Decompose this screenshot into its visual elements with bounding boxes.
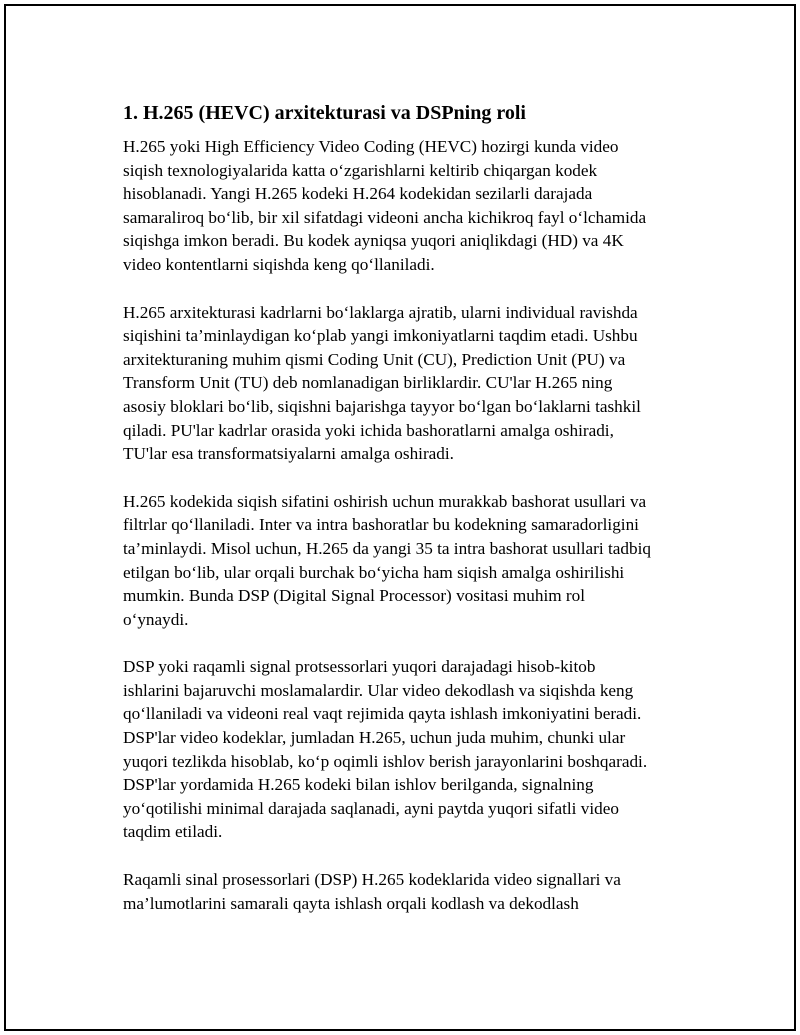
text-line: ma’lumotlarini samarali qayta ishlash orqali kodlash va dekodlash [123, 893, 579, 913]
text-line: samaraliroq bo‘lib, bir xil sifatdagi videoni ancha kichikroq fayl o‘lchamida [123, 207, 647, 227]
paragraph [123, 868, 713, 915]
text-line: filtrlar qo‘llaniladi. Inter va intra bashoratlar bu kodekning samaradorligini [123, 515, 639, 535]
text-line: qiladi. PU'lar kadrlar orasida yoki ichida bashoratlarni amalga oshiradi, [123, 420, 614, 440]
text-line: ta’minlaydi. Misol uchun, H.265 da yangi 35 ta intra bashorat usullari tadbiq [123, 538, 651, 558]
text-line: mumkin. Bunda DSP (Digital Signal Processor) vositasi muhim rol [123, 586, 585, 606]
section-heading: 1. H.265 (HEVC) arxitekturasi va DSPning roli [123, 102, 526, 124]
text-line: video kontentlarni siqishda keng qo‘llaniladi. [123, 254, 435, 274]
text-line: hisoblanadi. Yangi H.265 kodeki H.264 kodekidan sezilarli darajada [123, 184, 593, 204]
text-line: arxitekturaning muhim qismi Coding Unit (CU), Prediction Unit (PU) va [123, 349, 626, 369]
text-line: taqdim etiladi. [123, 822, 223, 842]
paragraph [123, 655, 713, 844]
text-line: TU'lar esa transformatsiyalarni amalga oshiradi. [123, 444, 454, 464]
text-line: ishlarini bajaruvchi moslamalardir. Ular video dekodlash va siqishda keng [123, 680, 634, 700]
text-line: DSP yoki raqamli signal protsessorlari yuqori darajadagi hisob-kitob [123, 657, 596, 677]
text-line: o‘ynaydi. [123, 609, 189, 629]
text-line: yuqori tezlikda hisoblab, ko‘p oqimli ishlov berish jarayonlarini boshqaradi. [123, 751, 648, 771]
text-line: H.265 arxitekturasi kadrlarni bo‘laklarga ajratib, ularni individual ravishda [123, 302, 638, 322]
text-line: yo‘qotilishi minimal darajada saqlanadi, ayni paytda yuqori sifatli video [123, 798, 619, 818]
text-line: H.265 kodekida siqish sifatini oshirish uchun murakkab bashorat usullari va [123, 491, 647, 511]
text-line: siqish texnologiyalarida katta o‘zgarishlarni keltirib chiqargan kodek [123, 160, 598, 180]
text-line: Raqamli sinal prosessorlari (DSP) H.265 kodeklarida video signallari va [123, 870, 621, 890]
paragraph [123, 135, 713, 277]
text-line: DSP'lar yordamida H.265 kodeki bilan ishlov berilganda, signalning [123, 775, 594, 795]
text-line: Transform Unit (TU) deb nomlanadigan birliklardir. CU'lar H.265 ning [123, 373, 613, 393]
paragraph [123, 301, 713, 466]
paragraph [123, 490, 713, 632]
text-line: asosiy bloklari bo‘lib, siqishni bajarishga tayyor bo‘lgan bo‘laklarni tashkil [123, 396, 641, 416]
text-line: DSP'lar video kodeklar, jumladan H.265, uchun juda muhim, chunki ular [123, 728, 626, 748]
text-line: qo‘llaniladi va videoni real vaqt rejimida qayta ishlash imkoniyatini beradi. [123, 704, 642, 724]
text-line: H.265 yoki High Efficiency Video Coding (HEVC) hozirgi kunda video [123, 137, 619, 156]
text-line: siqishga imkon beradi. Bu kodek ayniqsa yuqori aniqlikdagi (HD) va 4K [123, 231, 624, 251]
text-line: siqishini ta’minlaydigan ko‘plab yangi imkoniyatlarni taqdim etadi. Ushbu [123, 326, 638, 346]
page-frame [4, 4, 796, 1031]
text-line: etilgan bo‘lib, ular orqali burchak bo‘yicha ham siqish amalga oshirilishi [123, 562, 625, 582]
document-body [123, 99, 713, 939]
